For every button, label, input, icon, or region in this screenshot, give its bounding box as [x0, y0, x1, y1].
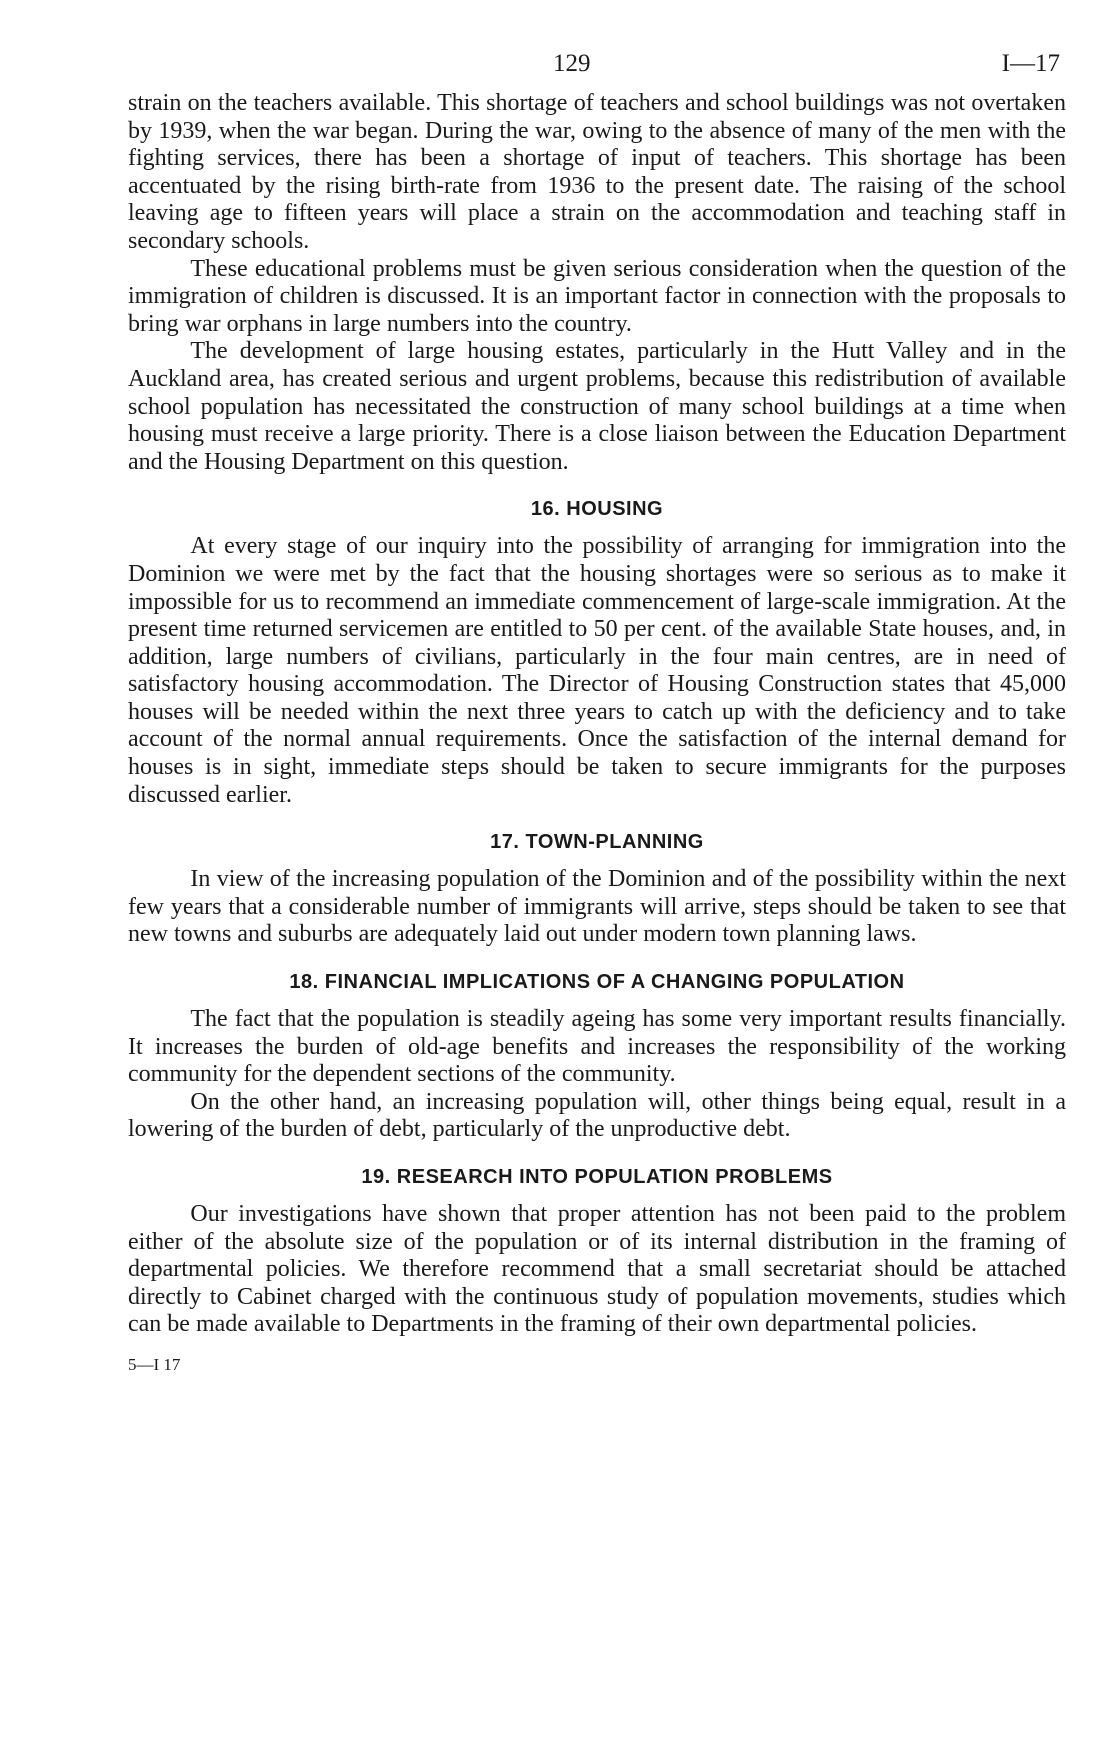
- section-heading: 17. TOWN-PLANNING: [490, 831, 704, 854]
- section-housing: [128, 498, 1066, 809]
- section-heading: 19. RESEARCH INTO POPULATION PROBLEMS: [361, 1166, 833, 1188]
- running-head: [128, 50, 1066, 90]
- document-page: [128, 50, 1066, 1375]
- paragraph: In view of the increasing population of the Dominion and of the possibility within the next few years that a considerable number of immigrants will arrive, steps should be taken to see that new towns and suburbs are adequately laid out under modern town planning laws.: [128, 866, 1066, 948]
- signature-mark: 5—I 17: [128, 1354, 181, 1374]
- paragraph: At every stage of our inquiry into the possibility of arranging for immigration into the Dominion we were met by the fact that the housing shortages were so serious as to make it impossible for us to recommend an immediate commencement of large-scale immigration. At the present time returned servicemen are entitled to 50 per cent. of the available State houses, and, in addition, large numbers of civilians, particularly in the four main centres, are in need of satisfactory housing accommodation. The Director of Housing Construction states that 45,000 houses will be needed within the next three years to catch up with the deficiency and to take account of the normal annual requirements. Once the satisfaction of the internal demand for houses is in sight, immediate steps should be taken to secure immigrants for the purposes discussed earlier.: [128, 533, 1066, 808]
- document-reference: I—17: [1001, 50, 1060, 77]
- paragraph: Our investigations have shown that proper attention has not been paid to the problem either of the absolute size of the population or of its internal distribution in the framing of departmental policies. We therefore recommend that a small secretariat should be attached directly to Cabinet charged with the continuous study of population movements, studies which can be made available to Departments in the framing of their own departmental policies.: [128, 1201, 1066, 1338]
- paragraph: The fact that the population is steadily ageing has some very important results financially. It increases the burden of old-age benefits and increases the responsibility of the working community for the dependent sections of the community.: [128, 1006, 1066, 1088]
- paragraph: These educational problems must be given serious consideration when the question of the immigration of children is discussed. It is an important factor in connection with the proposals to bring war orphans in large numbers into the country.: [128, 255, 1066, 337]
- continuation-text: [128, 90, 1066, 476]
- section-population-research: [128, 1166, 1066, 1339]
- section-financial-implications: [128, 971, 1066, 1144]
- paragraph: strain on the teachers available. This shortage of teachers and school buildings was not overtaken by 1939, when the war began. During the war, owing to the absence of many of the men with the fighting services, there has been a shortage of input of teachers. This shortage has been accentuated by the rising birth-rate from 1936 to the present date. The raising of the school leaving age to fifteen years will place a strain on the accommodation and teaching staff in secondary schools.: [128, 90, 1066, 254]
- paragraph: The development of large housing estates, particularly in the Hutt Valley and in the Auckland area, has created serious and urgent problems, because this redistribution of available school population has necessitated the construction of many school buildings at a time when housing must receive a large priority. There is a close liaison between the Education Department and the Housing Department on this question.: [128, 338, 1066, 475]
- section-town-planning: [128, 831, 1066, 949]
- section-heading: 16. HOUSING: [530, 498, 664, 521]
- section-heading: 18. FINANCIAL IMPLICATIONS OF A CHANGING POPULATION: [289, 971, 905, 994]
- paragraph: On the other hand, an increasing population will, other things being equal, result in a lowering of the burden of debt, particularly of the unproductive debt.: [128, 1088, 1066, 1143]
- page-number: 129: [553, 50, 591, 77]
